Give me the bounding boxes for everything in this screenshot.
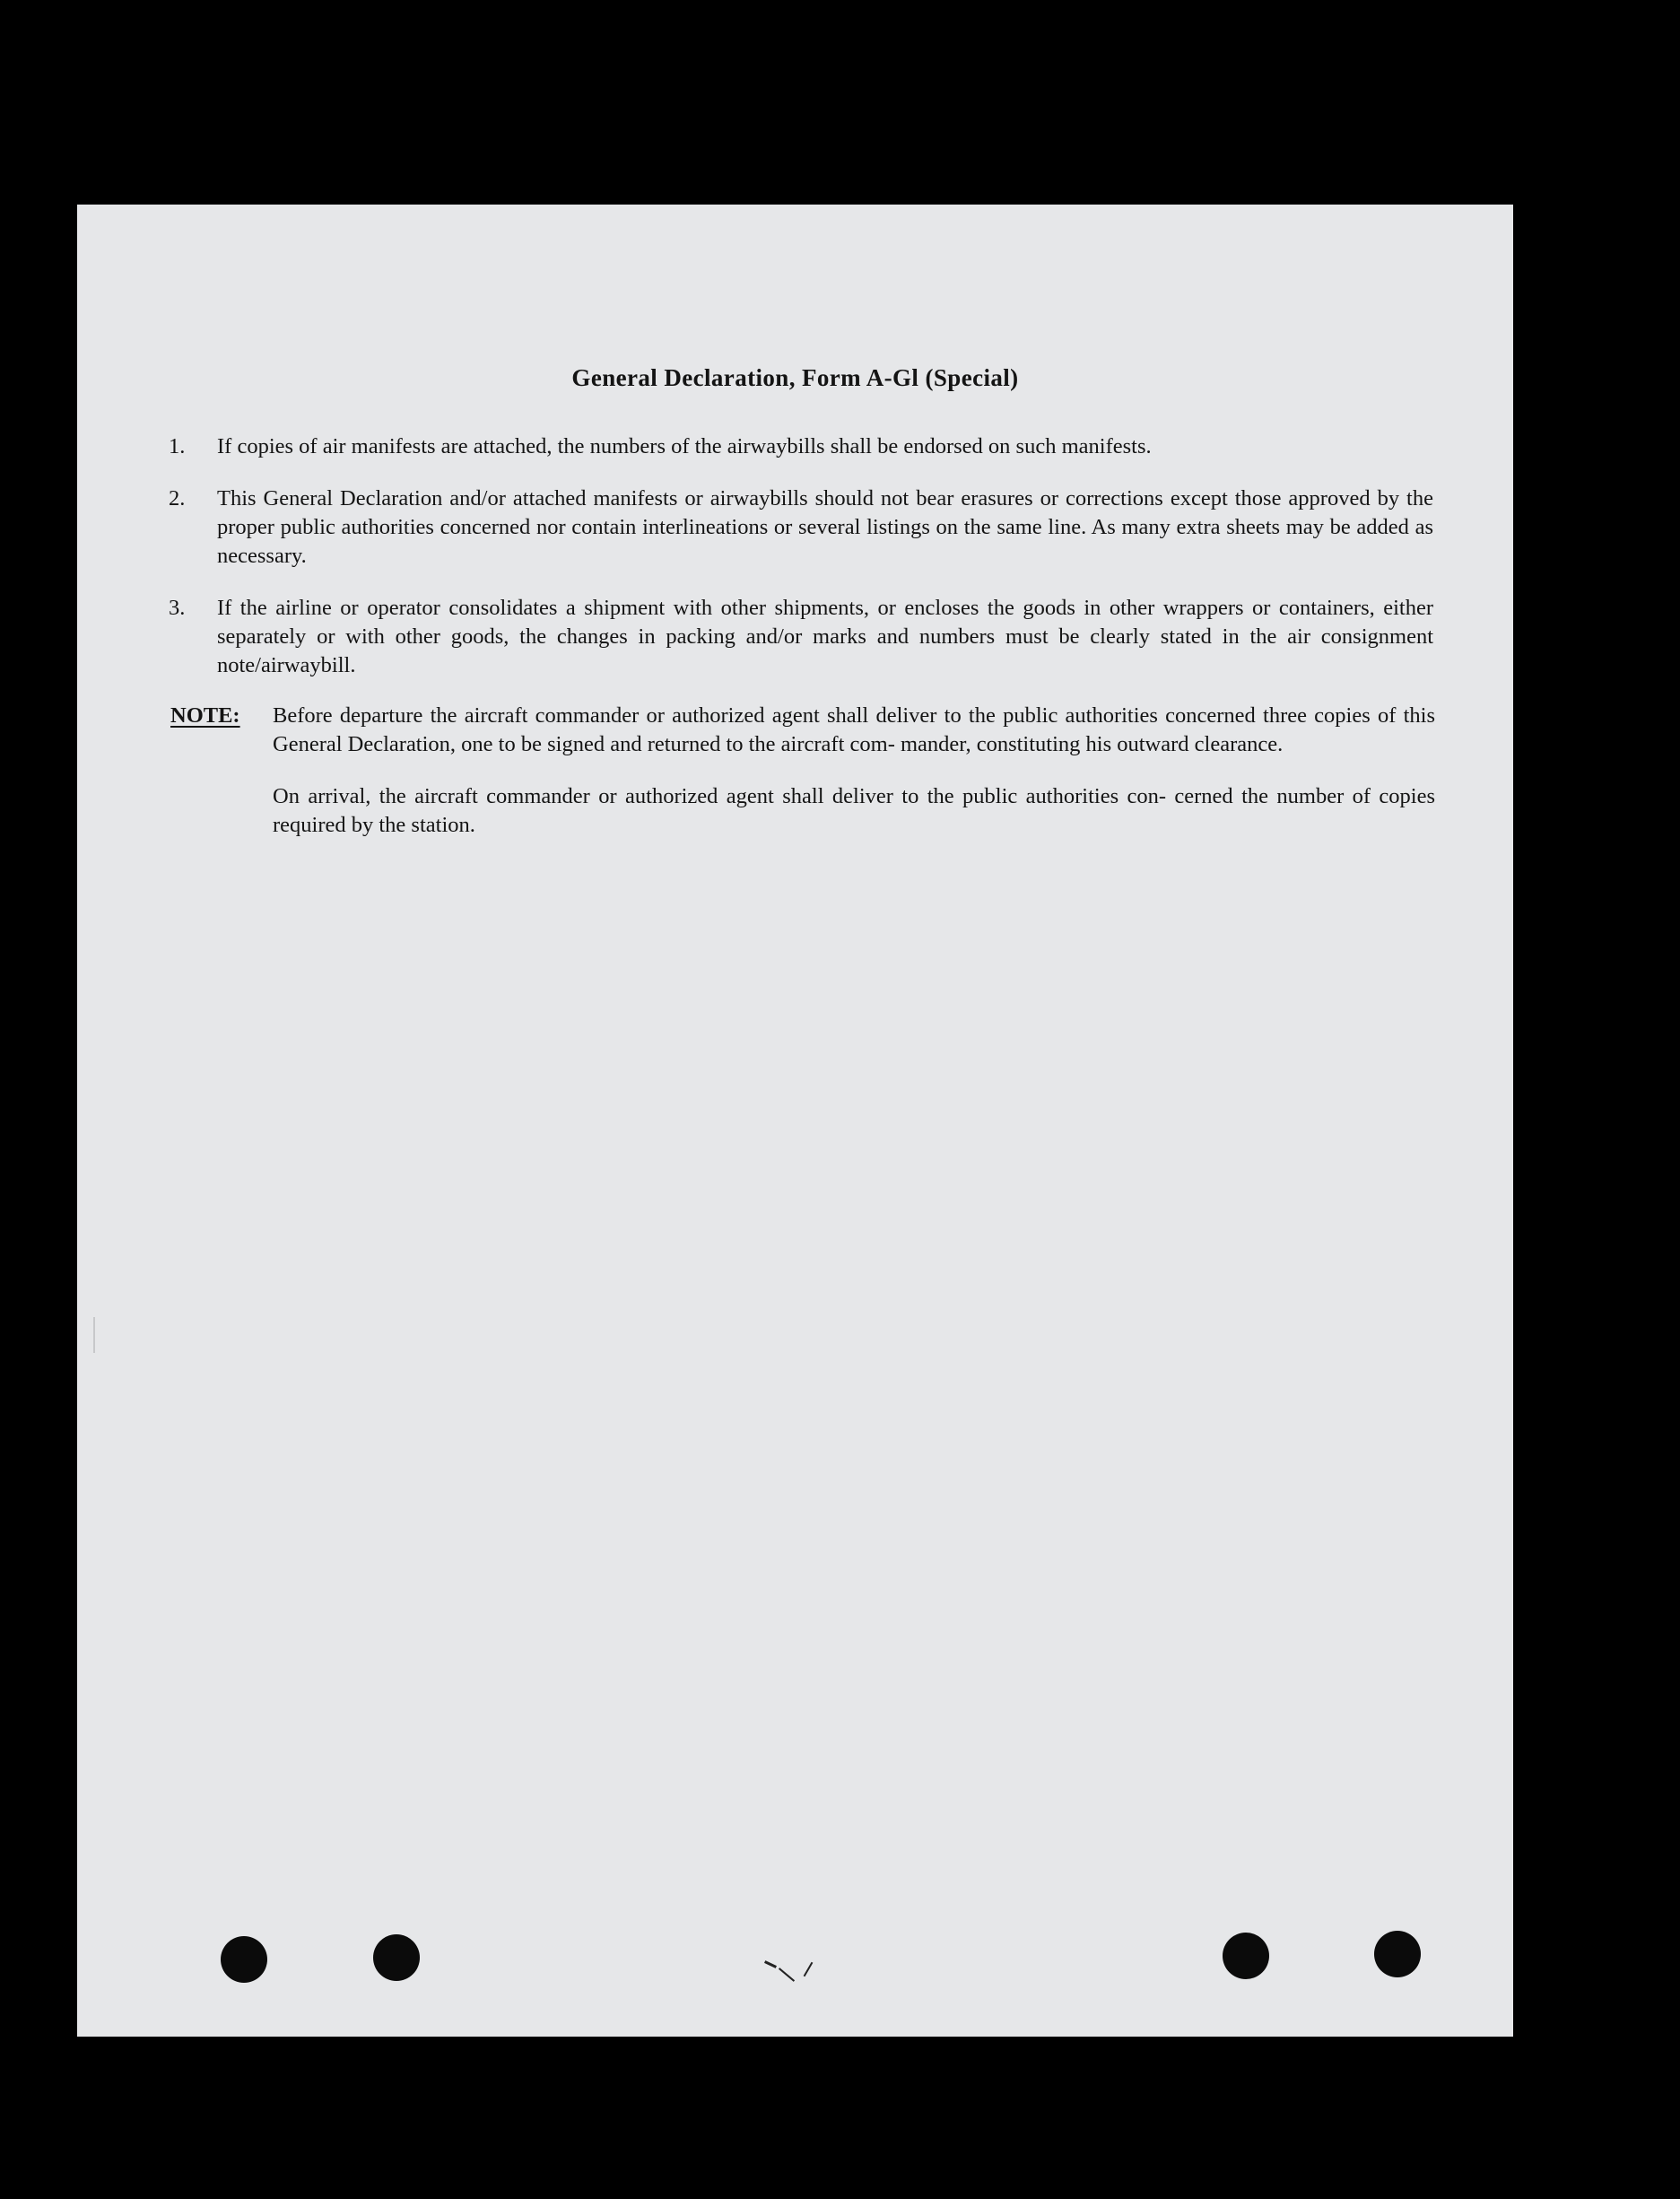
stray-mark (804, 1962, 814, 1977)
item-text: If copies of air manifests are attached, the numbers of the airwaybills shall be endorsed on such manifests. (217, 434, 1152, 458)
list-item-2 (169, 484, 1433, 571)
document-title: General Declaration, Form A-Gl (Special) (571, 364, 1019, 391)
note-paragraph-2: On arrival, the aircraft commander or authorized agent shall deliver to the public authorities con- cerned the number of copies required by the station. (273, 784, 1435, 837)
stray-mark (93, 1317, 95, 1353)
item-number: 2. (169, 486, 186, 510)
stray-mark (779, 1968, 795, 1982)
list-item-1 (169, 432, 1433, 461)
punch-hole (1374, 1931, 1421, 1977)
item-number: 1. (169, 434, 186, 458)
document-page (77, 205, 1513, 2037)
item-number: 3. (169, 596, 186, 620)
note-section (170, 702, 1435, 840)
stray-mark (764, 1960, 777, 1968)
punch-hole (221, 1936, 267, 1983)
punch-hole (1223, 1933, 1269, 1979)
item-text: This General Declaration and/or attached manifests or airwaybills should not bear erasures or corrections except those approved by the proper public authorities concerned nor contain interlineations or several listings on the same line. As many extra sheets may be added as necessary. (217, 486, 1433, 568)
item-text: If the airline or operator consolidates a shipment with other shipments, or encloses the goods in other wrappers or containers, either separately or with other goods, the changes in packing and/or marks and numbers must be clearly stated in the air consignment note/airwaybill. (217, 596, 1433, 677)
note-label: NOTE: (170, 703, 240, 728)
list-item-3 (169, 594, 1433, 680)
note-paragraph-1: Before departure the aircraft commander or authorized agent shall deliver to the public authorities concerned three copies of this General Declaration, one to be signed and returned to the aircraft com- mander, constituting his outward clearance. (273, 703, 1435, 756)
punch-hole (373, 1934, 420, 1981)
